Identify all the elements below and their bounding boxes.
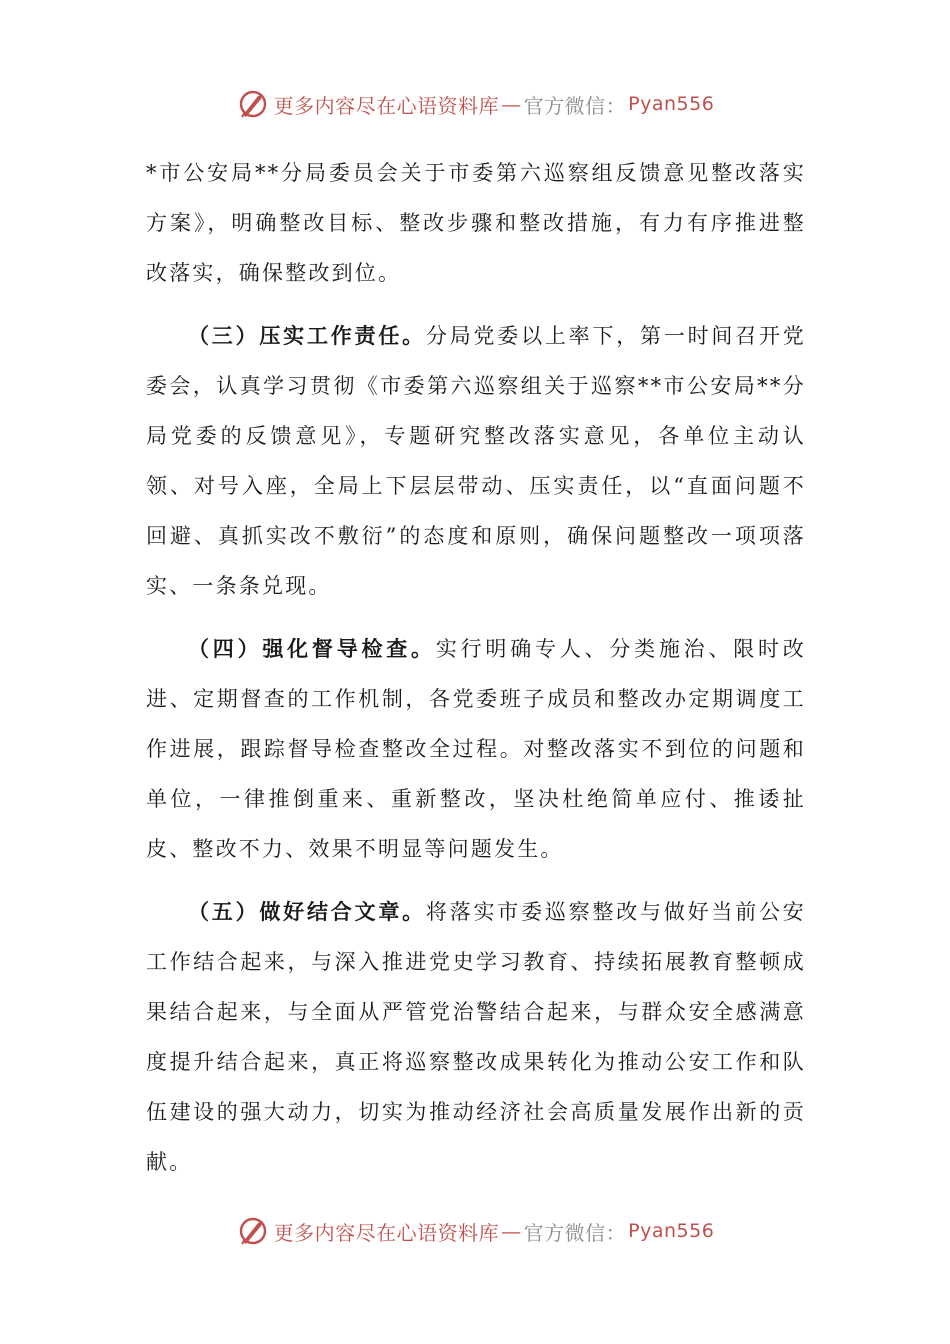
paragraph-section-3 — [146, 311, 806, 611]
section-heading: （五）做好结合文章。 — [188, 899, 426, 924]
watermark-wechat-label: 官方微信： — [523, 1220, 627, 1245]
paragraph-body: 将落实市委巡察整改与做好当前公安工作结合起来，与深入推进党史学习教育、持续拓展教育整顿成果结合起来，与全面从严管党治警结合起来，与群众安全感满意度提升结合起来，真正将巡察整改成果转化为推动公安工作和队伍建设的强大动力，切实为推动经济社会高质量发展作出新的贡献。 — [146, 900, 806, 1174]
watermark-wechat-label: 官方微信： — [523, 93, 627, 118]
document-body — [146, 148, 806, 1187]
watermark-separator: — — [501, 1219, 522, 1243]
watermark-text: 更多内容尽在心语资料库 — [273, 1220, 500, 1245]
paragraph-body: 分局党委以上率下，第一时间召开党委会，认真学习贯彻《市委第六巡察组关于巡察**市公安局**分局党委的反馈意见》，专题研究整改落实意见，各单位主动认领、对号入座，全局上下层层带动、压实责任，以“直面问题不回避、真抓实改不敷衍”的态度和原则，确保问题整改一项项落实、一条条兑现。 — [146, 324, 806, 598]
paragraph-body: 实行明确专人、分类施治、限时改进、定期督查的工作机制，各党委班子成员和整改办定期调度工作进展，跟踪督导检查整改全过程。对整改落实不到位的问题和单位，一律推倒重来、重新整改，坚决杜绝简单应付、推诿扯皮、整改不力、效果不明显等问题发生。 — [146, 637, 807, 861]
section-heading: （三）压实工作责任。 — [188, 323, 426, 348]
paragraph-continuation — [146, 148, 806, 298]
quill-pen-logo-icon — [236, 87, 270, 121]
watermark-wechat-id: Pyan556 — [628, 1220, 715, 1242]
watermark-text: 更多内容尽在心语资料库 — [273, 93, 500, 118]
paragraph-section-5 — [146, 887, 806, 1187]
quill-pen-logo-icon — [236, 1214, 270, 1248]
watermark-separator: — — [501, 92, 522, 116]
section-heading: （四）强化督导检查。 — [188, 636, 436, 661]
header-watermark — [0, 84, 950, 124]
watermark-wechat-id: Pyan556 — [628, 93, 715, 115]
paragraph-body: *市公安局**分局委员会关于市委第六巡察组反馈意见整改落实方案》，明确整改目标、整改步骤和整改措施，有力有序推进整改落实，确保整改到位。 — [146, 161, 806, 285]
paragraph-section-4 — [146, 624, 806, 874]
footer-watermark — [0, 1211, 950, 1251]
